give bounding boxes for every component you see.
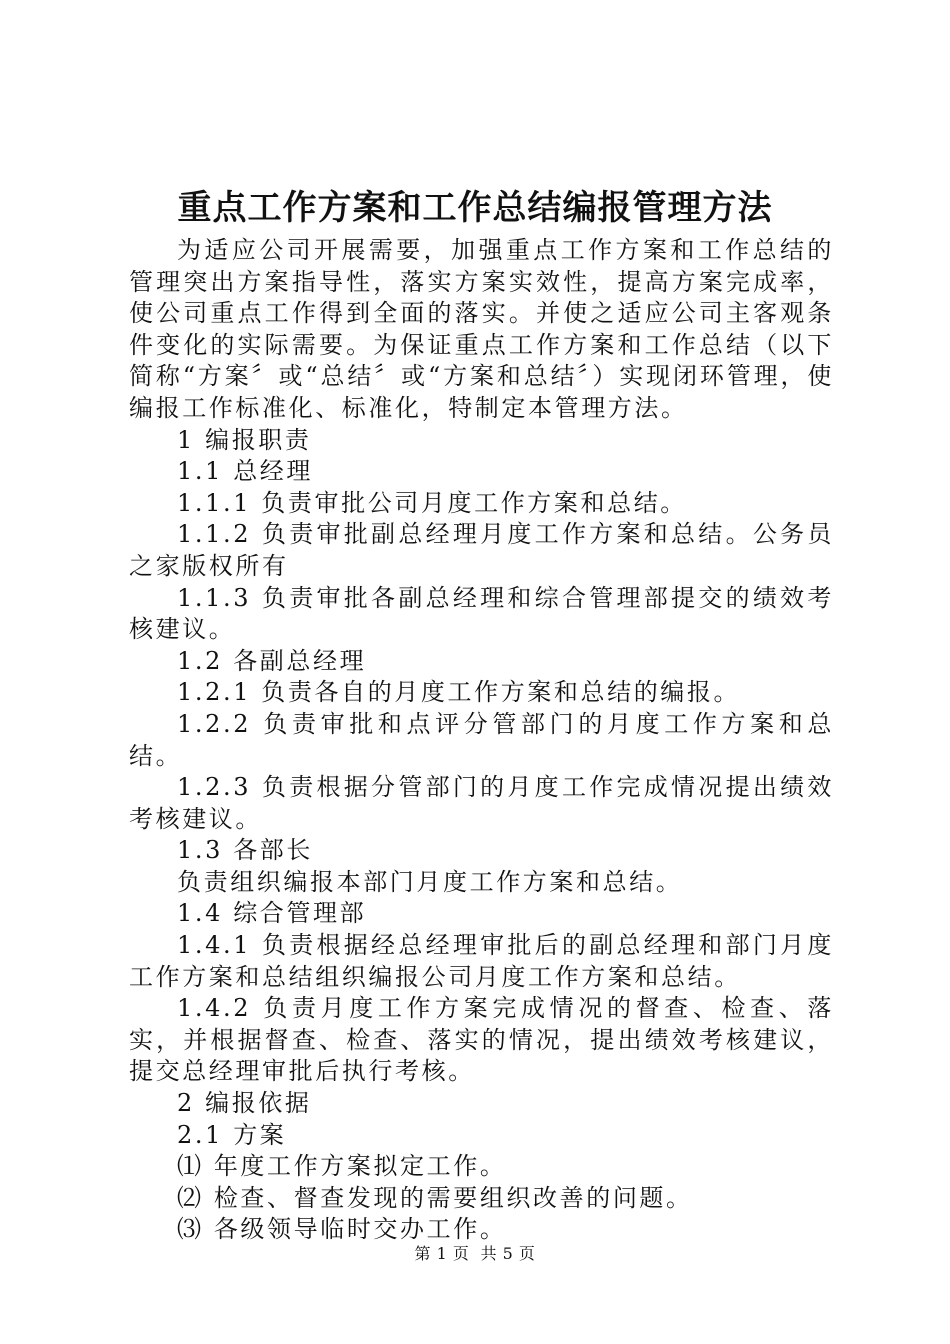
clause-paragraph: 1.2.2 负责审批和点评分管部门的月度工作方案和总结。 (129, 709, 834, 770)
list-item: ⑵ 检查、督查发现的需要组织改善的问题。 (177, 1183, 693, 1212)
subsection-heading: 1.3 各部长 (177, 836, 313, 865)
subsection-heading: 2.1 方案 (177, 1120, 287, 1149)
section-heading: 2 编报依据 (177, 1089, 312, 1118)
clause-paragraph: 负责组织编报本部门月度工作方案和总结。 (177, 867, 683, 896)
clause-paragraph: 1.4.1 负责根据经总经理审批后的副总经理和部门月度工作方案和总结组织编报公司月度工作方案和总结。 (129, 931, 834, 991)
page-number: 第 1 页 共 5 页 (414, 1244, 536, 1263)
list-item: ⑶ 各级领导临时交办工作。 (177, 1215, 507, 1244)
subsection-heading: 1.1 总经理 (177, 457, 313, 486)
clause-paragraph: 1.2.3 负责根据分管部门的月度工作完成情况提出绩效考核建议。 (129, 773, 834, 833)
list-item: ⑴ 年度工作方案拟定工作。 (177, 1152, 507, 1181)
clause-paragraph: 1.1.3 负责审批各副总经理和综合管理部提交的绩效考核建议。 (129, 583, 834, 644)
subsection-heading: 1.4 综合管理部 (177, 899, 367, 928)
intro-paragraph: 为适应公司开展需要，加强重点工作方案和工作总结的管理突出方案指导性，落实方案实效性，提高方案完成率，使公司重点工作得到全面的落实。并使之适应公司主客观条件变化的实际需要。为保证重点工作方案和工作总结（以下简称“方案〞或“总结〞或“方案和总结〞）实现闭环管理，使编报工作标准化、标准化，特制定本管理方法。 (129, 236, 834, 422)
section-heading: 1 编报职责 (177, 425, 312, 454)
clause-paragraph: 1.1.2 负责审批副总经理月度工作方案和总结。公务员之家版权所有 (129, 520, 834, 580)
document-title: 重点工作方案和工作总结编报管理方法 (177, 188, 773, 228)
page-footer (0, 1243, 950, 1265)
clause-paragraph: 1.4.2 负责月度工作方案完成情况的督查、检查、落实，并根据督查、检查、落实的情况，提出绩效考核建议，提交总经理审批后执行考核。 (129, 994, 834, 1086)
subsection-heading: 1.2 各副总经理 (177, 646, 367, 675)
clause-paragraph: 1.2.1 负责各自的月度工作方案和总结的编报。 (177, 678, 741, 707)
document-body (129, 235, 834, 1246)
clause-paragraph: 1.1.1 负责审批公司月度工作方案和总结。 (177, 488, 687, 517)
